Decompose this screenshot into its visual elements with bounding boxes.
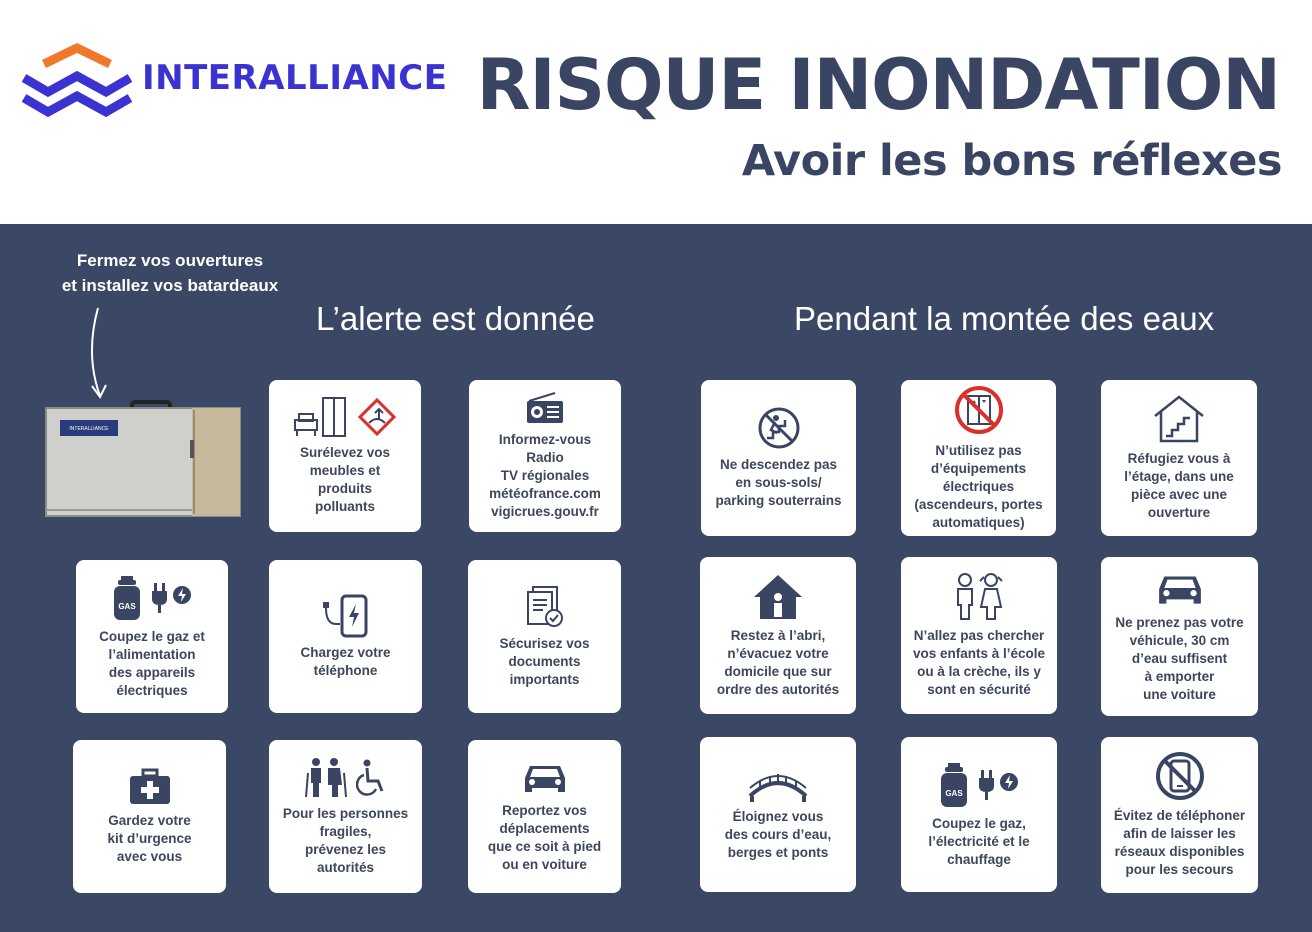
section-heading-alert: L’alerte est donnée (316, 300, 595, 337)
car-icon (1156, 570, 1204, 608)
page-title: RISQUE INONDATION (476, 44, 1280, 126)
note-line-2: et installez vos batardeaux (61, 276, 279, 295)
card-raise-furniture (269, 380, 421, 532)
card-no-children (901, 557, 1057, 714)
card-text: Sécurisez vos documents importants (499, 635, 590, 687)
arrow-down-icon (84, 304, 124, 404)
elderly-icon (304, 757, 348, 799)
card-text: Reportez vos déplacements que ce soit à pied ou en voiture (487, 802, 602, 872)
card-text: N’utilisez pas d’équipements électriques (ascendeurs, portes automatiques) (914, 443, 1043, 530)
children-icon (947, 573, 1011, 621)
no-phone-icon (1155, 751, 1205, 801)
phone-charging-icon (322, 594, 370, 638)
batardeau-note (20, 248, 320, 298)
brand-name: INTERALLIANCE (142, 58, 448, 98)
house-shelter-icon (752, 573, 804, 621)
card-no-phone (1101, 737, 1258, 893)
card-text: N’allez pas chercher vos enfants à l’école ou à la crèche, ils y sont en sécurité (912, 627, 1046, 697)
header (0, 0, 1312, 224)
card-text: Pour les personnes fragiles, prévenez les autorités (282, 805, 409, 875)
card-stay-shelter (700, 557, 856, 714)
note-line-1: Fermez vos ouvertures (76, 251, 264, 270)
card-text: Surélevez vos meubles et produits polluants (299, 445, 391, 514)
first-aid-icon (128, 768, 172, 806)
card-charge-phone (269, 560, 422, 713)
card-fragile-people (269, 740, 422, 893)
card-cut-gas (76, 560, 228, 713)
device-label: INTERALLIANCE (69, 426, 109, 432)
card-secure-docs (468, 560, 621, 713)
interalliance-logo-icon (22, 42, 132, 118)
card-text: Évitez de téléphoner afin de laisser les réseaux disponibles pour les secours (1113, 808, 1246, 877)
card-text: Informez-vous Radio TV régionales météofrance.com vigicrues.gouv.fr (489, 432, 601, 519)
card-text: Coupez le gaz et l’alimentation des appareils électriques (99, 628, 205, 698)
batardeau-device-image (44, 400, 242, 520)
card-text: Éloignez vous des cours d’eau, berges et ponts (724, 808, 832, 860)
card-text: Réfugiez vous à l’étage, dans une pièce avec une ouverture (1124, 451, 1234, 520)
no-elevator-icon (953, 384, 1005, 436)
plug-icon (150, 581, 192, 615)
plug-icon (977, 768, 1019, 802)
page-subtitle: Avoir les bons réflexes (741, 136, 1282, 186)
card-postpone-travel (468, 740, 621, 893)
furniture-icon (293, 396, 349, 438)
card-text: Ne descendez pas en sous-sols/ parking souterrains (715, 457, 842, 508)
card-text: Chargez votre téléphone (300, 644, 391, 678)
section-heading-rising: Pendant la montée des eaux (794, 300, 1215, 337)
car-icon (522, 760, 568, 796)
gas-label: GAS (118, 601, 136, 611)
house-stairs-icon (1152, 394, 1206, 444)
card-cut-all (901, 737, 1057, 892)
card-inform (469, 380, 621, 532)
card-text: Ne prenez pas votre véhicule, 30 cm d’eau suffisent à emporter une voiture (1115, 614, 1244, 702)
card-go-upstairs (1101, 380, 1257, 536)
gas-label: GAS (945, 788, 963, 798)
card-emergency-kit (73, 740, 226, 893)
card-no-basement (701, 380, 856, 536)
hazard-icon (357, 397, 397, 437)
documents-icon (525, 585, 565, 629)
bridge-icon (748, 768, 808, 802)
card-text: Coupez le gaz, l’électricité et le chauffage (928, 815, 1030, 867)
card-no-electric (901, 380, 1056, 536)
card-text: Restez à l’abri, n’évacuez votre domicile que sur ordre des autorités (716, 627, 840, 697)
radio-icon (525, 391, 565, 425)
gas-bottle-icon (112, 574, 142, 622)
card-text: Gardez votre kit d’urgence avec vous (107, 812, 192, 864)
card-no-vehicle (1101, 557, 1258, 716)
wheelchair-icon (356, 759, 388, 797)
no-stairs-icon (757, 406, 801, 450)
card-away-water (700, 737, 856, 892)
gas-bottle-icon (939, 761, 969, 809)
